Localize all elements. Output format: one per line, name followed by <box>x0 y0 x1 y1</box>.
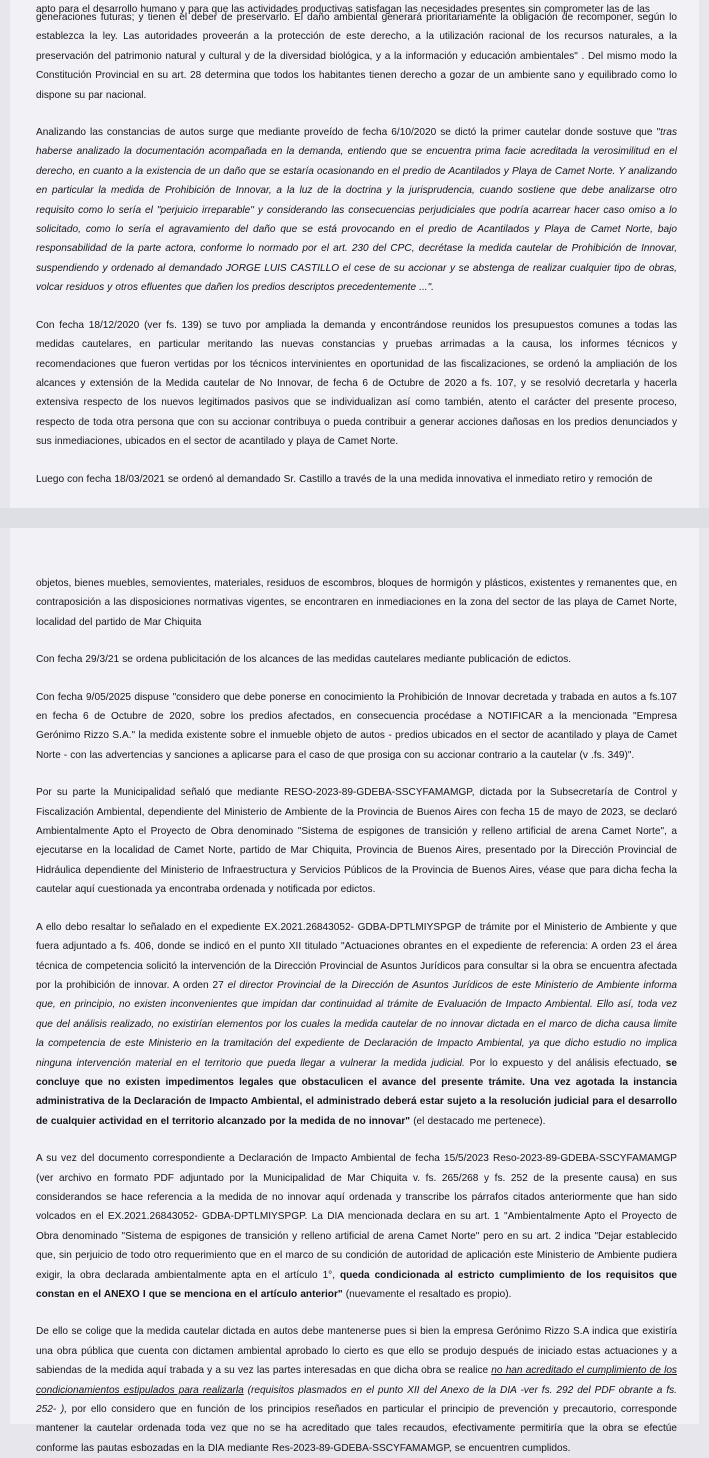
paragraph-dia <box>36 1149 677 1304</box>
italic-reference: (requisitos plasmados en el punto XII del Anexo de la DIA -ver fs. 292 del PDF obrante a fs. 252- ), <box>36 1384 677 1416</box>
document-page-2 <box>10 528 699 1454</box>
paragraph-text: (el destacado me pertenece). <box>410 1115 546 1127</box>
cut-off-line: apto para el desarrollo humano y para que las actividades productivas satisfagan las necesidades presentes sin comprometer las de las <box>36 4 650 15</box>
paragraph-notification: Con fecha 9/05/2025 dispuse "considero que debe ponerse en conocimiento la Prohibición de Innovar decretada y trabada en autos a fs.107 en fecha 6 de Octubre de 2020, sobre los predios afectados, en consecuencia procédase a NOTIFICAR a la mencionada "Empresa Gerónimo Rizzo S.A." la medida existente sobre el inmueble objeto de autos - predios ubicados en el sector de acantilado y playa de Camet Norte - con las advertencias y sanciones a aplicarse para el caso de que prosiga con su accionar contrario a la cautelar (v .fs. 349)". <box>36 691 677 761</box>
paragraph-text: por ello considero que en función de los principios reseñados en particular el principio de prevención y precautorio, corresponde mantener la cautelar ordenada toda vez que no se ha acreditado que tales recaudos, efectivamente permitiría que la obra se efectúe conforme las pautas esbozadas en la DIA mediante Res-2023-89-GDEBA-SSCYFAMAMGP, se encuentren cumplidos. <box>36 1404 677 1454</box>
paragraph-text: A su vez del documento correspondiente a Declaración de Impacto Ambiental de fecha 15/5/2023 Reso-2023-89-GDEBA-SSCYFAMAMGP (ver archivo en formato PDF adjuntado por la Municipalidad de Mar Chiquita v. fs. 265/268 y fs. 252 de la presente causa) en sus considerandos se hace referencia a la medida de no innovar aquí ordenada y transcribe los párrafos citados anteriormente que han sido volcados en el EX.2021.26843052- GDBA-DPTLMIYSPGP. La DIA mencionada declara en su art. 1 "Ambientalmente Apto el Proyecto de Obra denominado "Sistema de espigones de transición y relleno artificial de arena Camet Norte" pero en su art. 2 indica "Dejar establecido que, sin perjuicio de todo otro requerimiento que en el marco de su condición de autoridad de aplicación este Ministerio de Ambiente pudiera exigir, la obra declarada ambientalmente apta en el artículo 1°, <box>36 1153 677 1281</box>
underlined-text: no han acreditado el cumplimiento de los condicionamientos estipulados para realizarla <box>36 1365 677 1396</box>
paragraph-conclusion <box>36 1322 677 1458</box>
quoted-resolution-text: tras haberse analizado la documentación acompañada en la demanda, entiendo que se encuentra prima facie acreditada la verosimilitud en el derecho, en cuanto a la existencia de un daño que se estaría ocasionando en el predio de Acantilados y Playa de Camet Norte. Y analizando en particular la medida de Prohibición de Innovar, a la luz de la doctrina y la jurisprudencia, cuando sostiene que debe analizarse otro requisito como lo sería el "perjuicio irreparable" y considerando las consecuencias perjudiciales que podría acarrear hacer caso omiso a lo solicitado, como lo sería el agravamiento del daño que se está provocando en el predio de Acantilados y Playa de Camet Norte, bajo responsabilidad de la parte actora, conforme lo normado por el art. 230 del CPC, decrétase la medida cautelar de Prohibición de Innovar, suspendiendo y ordenado al demandado JORGE LUIS CASTILLO el cese de su accionar y se abstenga de realizar cualquier tipo de obras, volcar residuos y otros efluentes que dañen los predios descriptos precedentemente ...". <box>36 127 677 294</box>
paragraph-text: A ello debo resaltar lo señalado en el expediente EX.2021.26843052- GDBA-DPTLMIYSPGP de trámite por el Ministerio de Ambiente y que fuera adjuntado a fs. 406, donde se indicó en el punto XII titulado "Actuaciones obrantes en el expediente de referencia: A orden 23 el área técnica de competencia solicitó la intervención de la Dirección Provincial de Asuntos Jurídicos para consultar si la obra se encuentra afectada por la prohibición de innovar. A orden 27 <box>36 921 677 991</box>
paragraph-text: Por lo expuesto y del análisis efectuado, <box>464 1057 666 1069</box>
paragraph-extension: Con fecha 18/12/2020 (ver fs. 139) se tuvo por ampliada la demanda y encontrándose reunidos los presupuestos comunes a todas las medidas cautelares, en particular meritando las nuevas constancias y pruebas arrimadas a la causa, los informes técnicos y recomendaciones que fueron vertidas por los técnicos intervinientes en oportunidad de las fiscalizaciones, se ordenó la ampliación de los alcances y extensión de la Medida cautelar de No Innovar, de fecha 6 de Octubre de 2020 a fs. 107, y se resolvió decretarla y hacerla extensiva respecto de los nuevos legitimados pasivos que se individualizan así como también, atento el carácter del presente proceso, respecto de toda otra persona que con su accionar contribuya o pueda contribuir a generar acciones dañosas en los predios denunciados y sus inmediaciones, ubicados en el sector de acantilado y playa de Camet Norte. <box>36 319 677 448</box>
bold-conclusion: se concluye que no existen impedimentos legales que obstaculicen el avance del presente trámite. Una vez agotada la instancia administrativa de la Declaración de Impacto Ambiental, el administrado deberá estar sujeto a la resolución judicial para el desarrollo de cualquier actividad en el territorio alcanzado por la medida de no innovar" <box>36 1057 677 1127</box>
paragraph-first-injunction <box>36 123 677 298</box>
quoted-italic-text: el director Provincial de la Dirección de Asuntos Jurídicos de este Ministerio de Ambiente informa que, en principio, no existen inconvenientes que impidan dar continuidad al trámite de Evaluación de Impacto Ambiental. Ello así, toda vez que del análisis realizado, no existirían elementos por los cuales la medida cautelar de no innovar dictada en el marco de dicha causa limite la competencia de este Ministerio en la tramitación del expediente de Declaración de Impacto Ambiental, ya que dicho estudio no implica ninguna intervención material en el territorio que pueda llegar a vulnerar la medida judicial. <box>36 979 677 1069</box>
paragraph-text: De ello se colige que la medida cautelar dictada en autos debe mantenerse pues si bien la empresa Gerónimo Rizzo S.A indica que existiría una obra pública que cuenta con dictamen ambiental aprobado lo cierto es que ello se produjo después de iniciado estas actuaciones y a sabiendas de la medida aquí trabada y a su vez las partes interesadas en que dicha obra se realice <box>36 1326 677 1377</box>
document-page-1 <box>10 0 699 508</box>
paragraph-constitution: generaciones futuras; y tienen el deber de preservarlo. El daño ambiental generará prioritariamente la obligación de recomponer, según lo establezca la ley. Las autoridades proveerán a la protección de este derecho, a la utilización racional de los recursos naturales, a la preservación del patrimonio natural y cultural y de la diversidad biológica, y a la información y educación ambientales" . Del mismo modo la Constitución Provincial en su art. 28 determina que todos los habitantes tienen derecho a gozar de un ambiente sano y equilibrado como lo dispone su par nacional. <box>36 12 677 101</box>
paragraph-text: (nuevamente el resaltado es propio). <box>342 1289 512 1300</box>
paragraph-expediente <box>36 918 677 1131</box>
paragraph-objects: objetos, bienes muebles, semovientes, materiales, residuos de escombros, bloques de hormigón y plásticos, existentes y remanentes que, en contraposición a las disposiciones normativas vigentes, se encontraren en inmediaciones en la zona del sector de las playa de Camet Norte, localidad del partido de Mar Chiquita <box>36 578 677 628</box>
paragraph-municipality: Por su parte la Municipalidad señaló que mediante RESO-2023-89-GDEBA-SSCYFAMAMGP, dictada por la Subsecretaría de Control y Fiscalización Ambiental, dependiente del Ministerio de Ambiente de la Provincia de Buenos Aires con fecha 15 de mayo de 2023, se declaró Ambientalmente Apto el Proyecto de Obra denominado "Sistema de espigones de transición y relleno artificial de arena Camet Norte", a ejecutarse en la localidad de Camet Norte, partido de Mar Chiquita, Provincia de Buenos Aires, presentado por la Dirección Provincial de Hidráulica dependiente del Ministerio de Infraestructura y Servicios Públicos de la Provincia de Buenos Aires, véase que para dicha fecha la cautelar aquí cuestionada ya encontraba ordenada y notificada por edictos. <box>36 787 677 896</box>
paragraph-text: Analizando las constancias de autos surge que mediante proveído de fecha 6/10/2020 se dictó la primer cautelar donde sostuve que " <box>36 127 661 139</box>
paragraph-edicts: Con fecha 29/3/21 se ordena publicitación de los alcances de las medidas cautelares mediante publicación de edictos. <box>36 654 572 666</box>
page-break <box>0 508 709 528</box>
page-top-margin <box>36 528 677 574</box>
paragraph-removal-order: Luego con fecha 18/03/2021 se ordenó al demandado Sr. Castillo a través de la una medida innovativa el inmediato retiro y remoción de <box>36 473 653 485</box>
bold-condition: queda condicionada al estricto cumplimiento de los requisitos que constan en el ANEXO I que se menciona en el artículo anterior" <box>36 1269 678 1300</box>
